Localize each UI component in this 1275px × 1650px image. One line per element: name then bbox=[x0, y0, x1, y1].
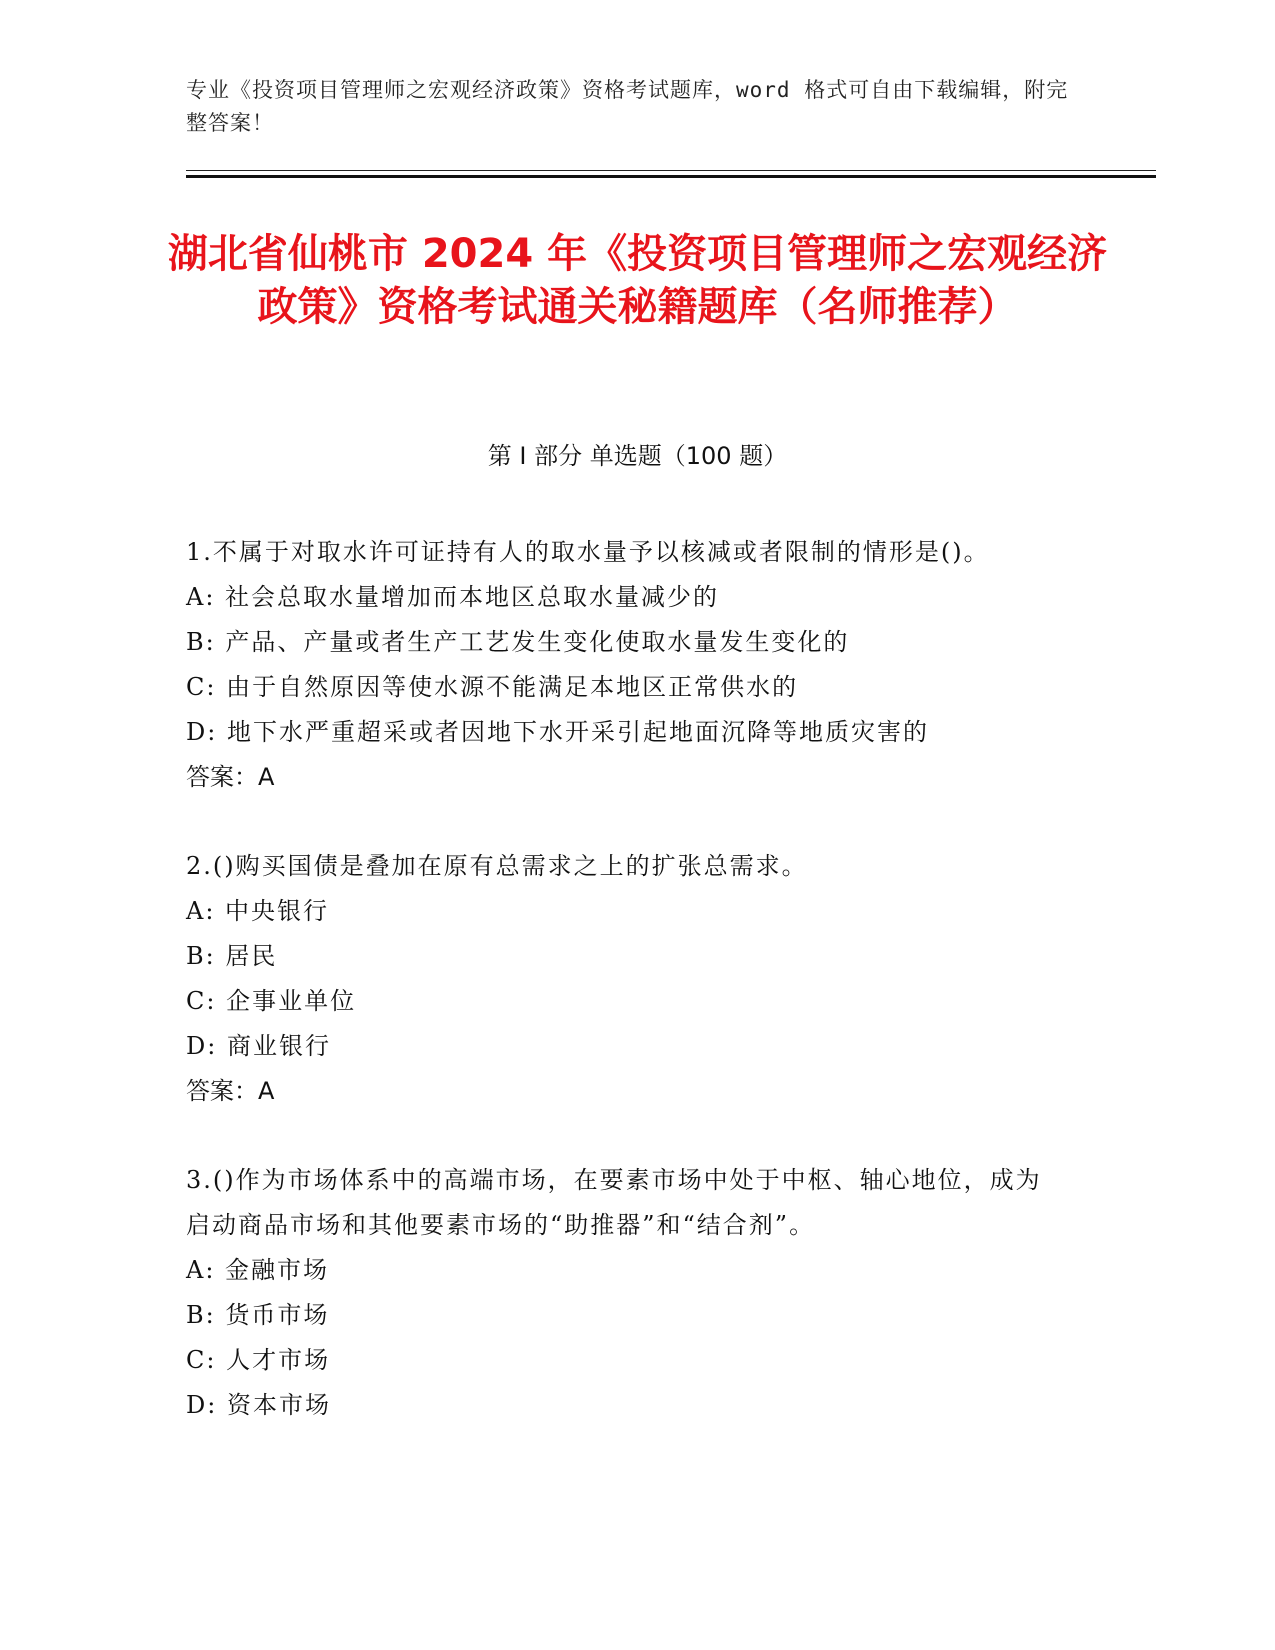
header-note: 专业《投资项目管理师之宏观经济政策》资格考试题库，word 格式可自由下载编辑，附完整答案！ bbox=[186, 78, 1069, 135]
question-stem: 2.()购买国债是叠加在原有总需求之上的扩张总需求。 bbox=[186, 852, 808, 880]
question-stem: 3.()作为市场体系中的高端市场，在要素市场中处于中枢、轴心地位，成为启动商品市场和其他要素市场的“助推器”和“结合剂”。 bbox=[186, 1166, 1042, 1239]
question-2 bbox=[186, 844, 1066, 1114]
question-1 bbox=[186, 530, 1066, 800]
section-heading: 第 I 部分 单选题（100 题） bbox=[487, 442, 788, 470]
option-d: D: 资本市场 bbox=[186, 1391, 331, 1419]
option-a: A: 社会总取水量增加而本地区总取水量减少的 bbox=[186, 583, 720, 611]
question-3 bbox=[186, 1158, 1066, 1428]
option-b: B: 货币市场 bbox=[186, 1301, 330, 1329]
option-c: C: 由于自然原因等使水源不能满足本地区正常供水的 bbox=[186, 673, 799, 701]
option-a: A: 金融市场 bbox=[186, 1256, 330, 1284]
option-d: D: 商业银行 bbox=[186, 1032, 331, 1060]
answer-line: 答案：A bbox=[186, 763, 275, 791]
option-c: C: 人才市场 bbox=[186, 1346, 331, 1374]
question-list bbox=[186, 530, 1066, 1472]
option-b: B: 居民 bbox=[186, 942, 278, 970]
question-stem: 1.不属于对取水许可证持有人的取水量予以核减或者限制的情形是()。 bbox=[186, 538, 990, 566]
option-b: B: 产品、产量或者生产工艺发生变化使取水量发生变化的 bbox=[186, 628, 850, 656]
header-divider-thick bbox=[186, 175, 1156, 178]
option-c: C: 企事业单位 bbox=[186, 987, 357, 1015]
header-divider-thin bbox=[186, 170, 1156, 171]
option-a: A: 中央银行 bbox=[186, 897, 330, 925]
option-d: D: 地下水严重超采或者因地下水开采引起地面沉降等地质灾害的 bbox=[186, 718, 929, 746]
document-title: 湖北省仙桃市 2024 年《投资项目管理师之宏观经济政策》资格考试通关秘籍题库（名师推荐） bbox=[167, 231, 1108, 330]
answer-line: 答案：A bbox=[186, 1077, 275, 1105]
